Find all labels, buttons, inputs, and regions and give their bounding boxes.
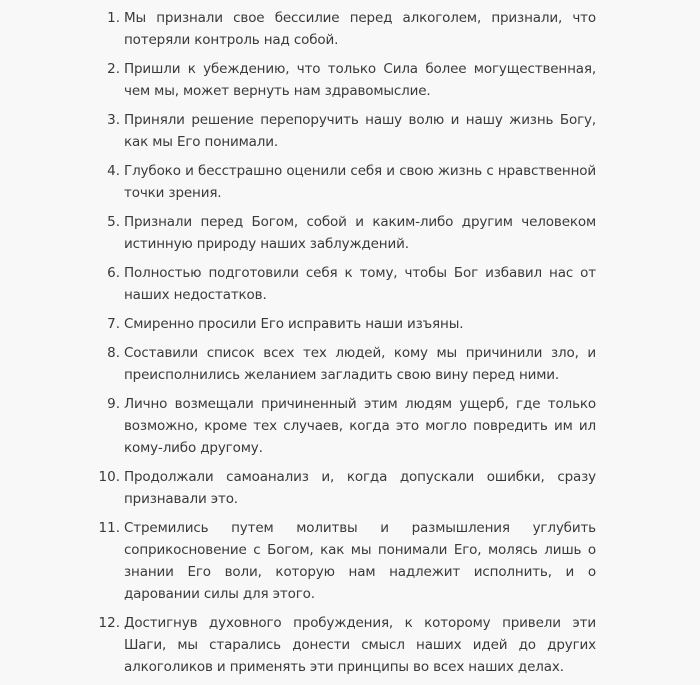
item-number: 7.	[107, 316, 120, 332]
item-text: Полностью подготовили себя к тому, чтобы Бог избавил нас от наших недостатков.	[124, 265, 596, 303]
list-item	[0, 262, 700, 306]
list-item	[0, 466, 700, 510]
item-text: Стремились путем молитвы и размышления углубить соприкосновение с Богом, как мы понимали Его, молясь лишь о знании Его воли, которую нам надлежит исполнить, и о даровании силы для этого.	[124, 520, 596, 602]
item-number: 9.	[107, 396, 120, 412]
item-number: 8.	[107, 345, 120, 361]
item-text: Пришли к убеждению, что только Сила более могущественная, чем мы, может вернуть нам здравомыслие.	[124, 61, 596, 99]
item-text: Продолжали самоанализ и, когда допускали ошибки, сразу признавали это.	[124, 469, 596, 507]
list-item	[0, 342, 700, 386]
list-item	[0, 211, 700, 255]
list-item	[0, 612, 700, 678]
item-number: 4.	[107, 163, 120, 179]
item-number: 12.	[98, 615, 120, 631]
list-item	[0, 313, 700, 335]
item-number: 5.	[107, 214, 120, 230]
item-text: Смиренно просили Его исправить наши изъяны.	[124, 316, 464, 332]
list-item	[0, 58, 700, 102]
item-number: 2.	[107, 61, 120, 77]
item-text: Составили список всех тех людей, кому мы причинили зло, и преисполнились желанием загладить свою вину перед ними.	[124, 345, 596, 383]
item-number: 3.	[107, 112, 120, 128]
item-text: Достигнув духовного пробуждения, к которому привели эти Шаги, мы старались донести смысл наших идей до других алкоголиков и применять эти принципы во всех наших делах.	[124, 615, 596, 675]
item-text: Приняли решение перепоручить нашу волю и нашу жизнь Богу, как мы Его понимали.	[124, 112, 596, 150]
list-item	[0, 517, 700, 605]
item-number: 10.	[98, 469, 120, 485]
list-item	[0, 7, 700, 51]
item-number: 11.	[98, 520, 120, 536]
list-item	[0, 109, 700, 153]
list-item	[0, 393, 700, 459]
item-text: Признали перед Богом, собой и каким-либо другим человеком истинную природу наших заблуждений.	[124, 214, 596, 252]
steps-list	[0, 7, 700, 685]
item-text: Лично возмещали причиненный этим людям ущерб, где только возможно, кроме тех случаев, когда это могло повредить им ил кому-либо другому.	[124, 396, 596, 456]
list-item	[0, 160, 700, 204]
item-text: Глубоко и бесстрашно оценили себя и свою жизнь с нравственной точки зрения.	[124, 163, 596, 201]
item-number: 1.	[107, 10, 120, 26]
item-text: Мы признали свое бессилие перед алкоголем, признали, что потеряли контроль над собой.	[124, 10, 596, 48]
item-number: 6.	[107, 265, 120, 281]
